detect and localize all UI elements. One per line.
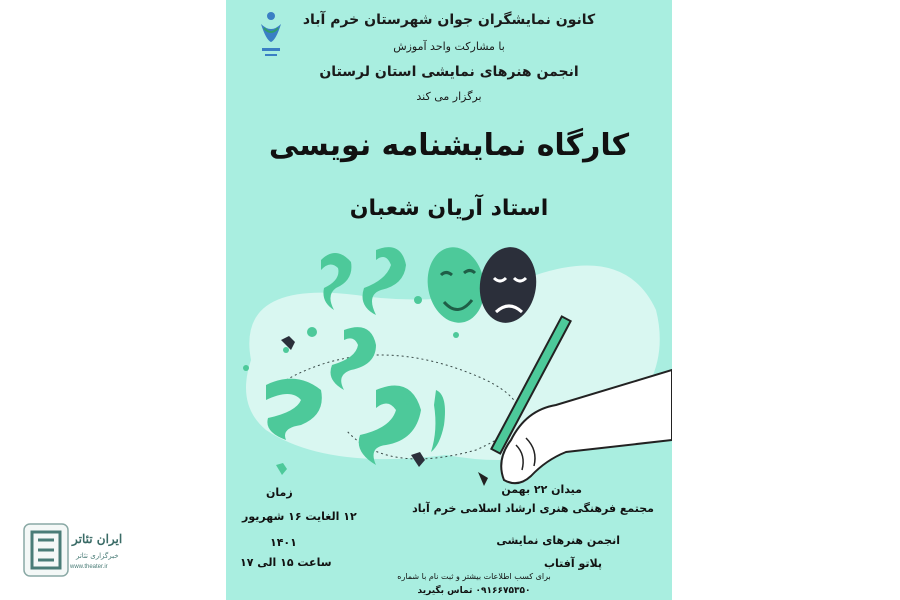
instructor-name: استاد آریان شعبان [349,196,549,221]
poster-artwork [226,240,672,500]
schedule-hours: ساعت ۱۵ الی ۱۷ [240,556,332,569]
contact-note: برای کسب اطلاعات بیشتر و ثبت نام با شماره [397,572,551,581]
schedule-label: زمان [266,486,293,499]
contact-phone: ۰۹۱۶۶۷۵۳۵۰ تماس بگیرید [417,586,531,596]
venue-association: انجمن هنرهای نمایشی [496,534,620,547]
watermark-url: www.theater.ir [70,564,108,570]
partner-line: با مشارکت واحد آموزش [393,40,505,53]
association-line: انجمن هنرهای نمایشی استان لرستان [319,64,579,80]
schedule-dates: ۱۲ الغایت ۱۶ شهریور [242,510,357,523]
poster-title: کارگاه نمایشنامه نویسی [268,128,630,163]
venue-street: میدان ۲۲ بهمن [501,483,582,496]
organizer-line: کانون نمایشگران جوان شهرستان خرم آباد [302,12,596,28]
schedule-year: ۱۴۰۱ [270,536,297,549]
venue-stage: پلاتو آفتاب [544,557,602,570]
watermark-logo [22,518,142,582]
presents-line: برگزار می کند [416,90,482,103]
watermark-tagline: خبرگزاری تئاتر [76,552,119,560]
watermark-name: ایران تئاتر [72,532,123,546]
event-poster [226,0,672,600]
venue-complex: مجتمع فرهنگی هنری ارشاد اسلامی خرم آباد [412,502,654,515]
